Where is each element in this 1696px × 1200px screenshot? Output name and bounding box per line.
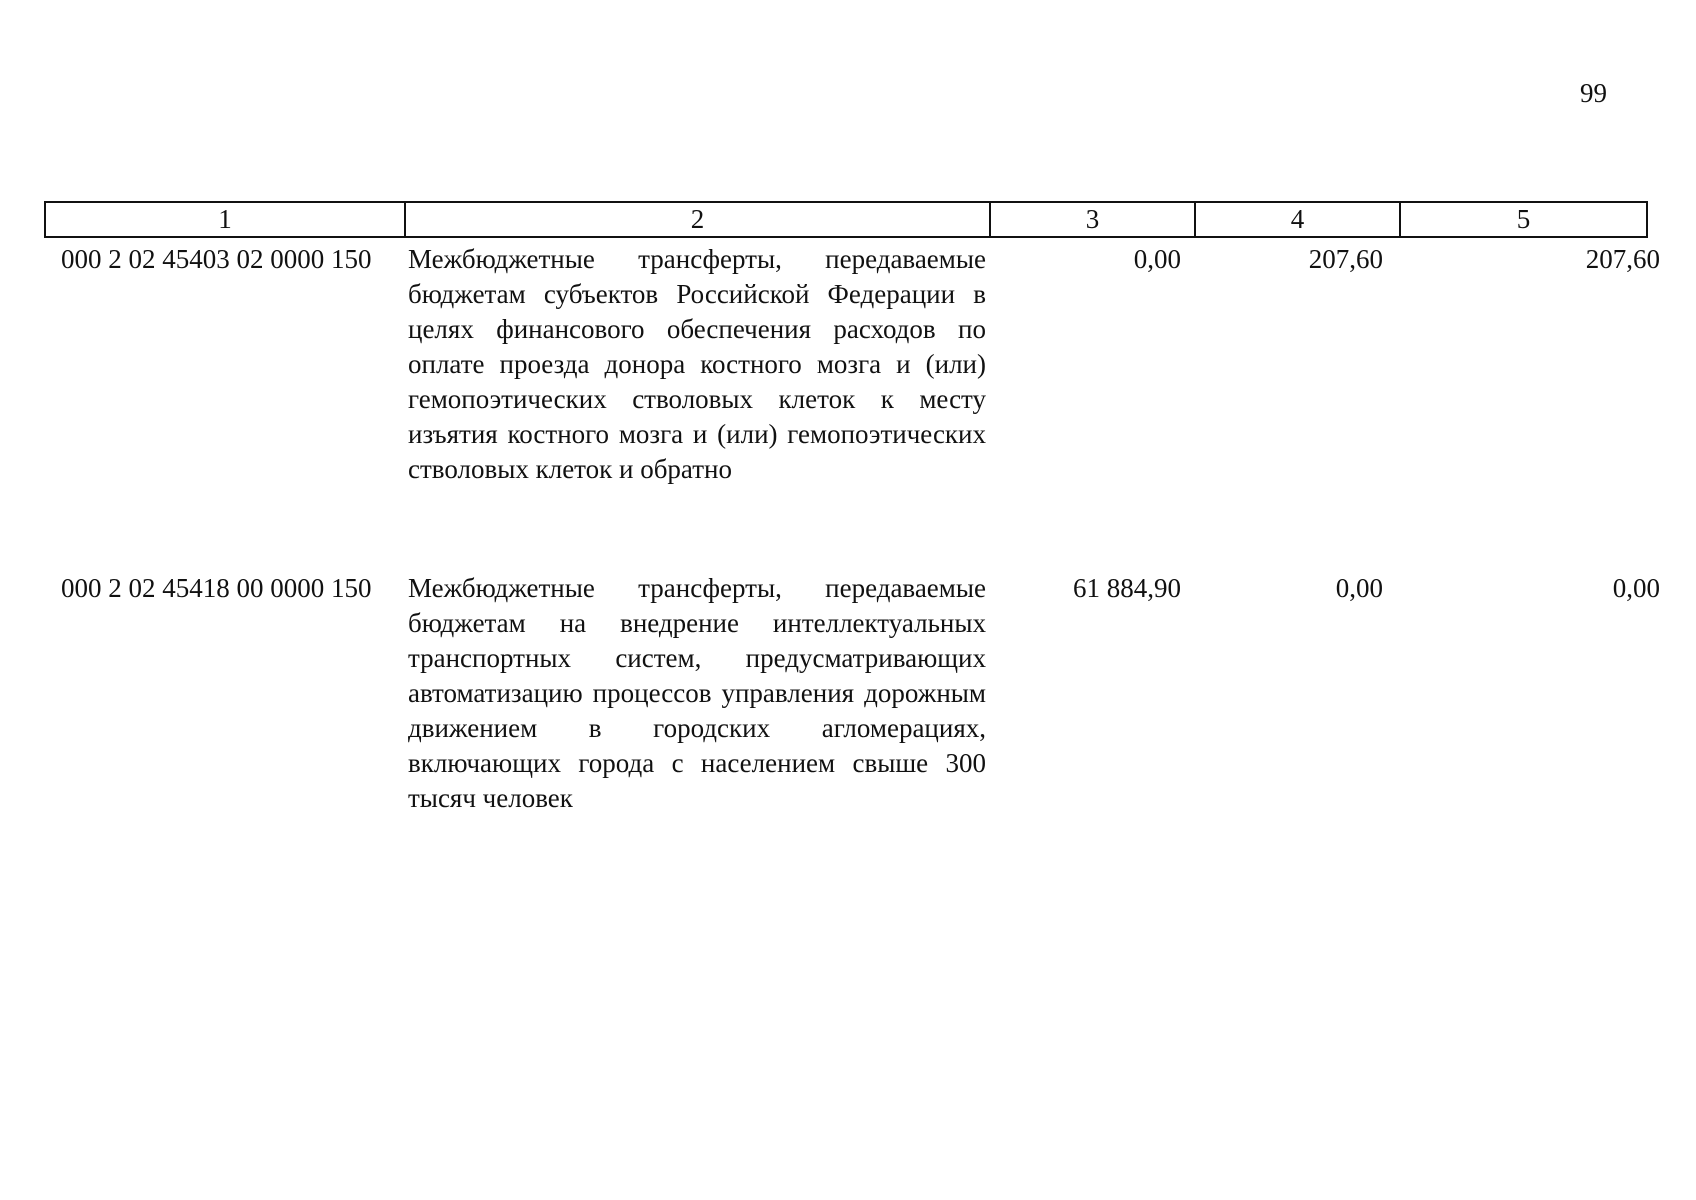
value-col-5: 0,00 — [1612, 573, 1660, 603]
value-col-4: 0,00 — [1335, 573, 1383, 603]
header-row — [45, 202, 1647, 237]
value-col-3: 0,00 — [1133, 244, 1181, 274]
header-col-2: 2 — [405, 202, 990, 237]
column-number-header — [44, 201, 1648, 238]
row-description: Межбюджетные трансферты, передаваемые бюджетам субъектов Российской Федерации в целях финансового обеспечения расходов по оплате проезда донора костного мозга и (или) гемопоэтических стволовых клеток к месту изъятия костного мозга и (или) гемопоэтических стволовых клеток и обратно — [408, 244, 986, 484]
budget-code: 000 2 02 45403 02 0000 150 — [61, 244, 372, 274]
value-col-4: 207,60 — [1308, 244, 1383, 274]
page-number: 99 — [1580, 78, 1607, 108]
value-col-3: 61 884,90 — [1073, 573, 1181, 603]
header-col-4: 4 — [1195, 202, 1400, 237]
row-description: Межбюджетные трансферты, передаваемые бюджетам на внедрение интеллектуальных транспортных систем, предусматривающих автоматизацию процессов управления дорожным движением в городских агломерациях, включающих города с населением свыше 300 тысяч человек — [408, 573, 986, 813]
header-col-1: 1 — [45, 202, 405, 237]
value-col-5: 207,60 — [1585, 244, 1660, 274]
budget-code: 000 2 02 45418 00 0000 150 — [61, 573, 372, 603]
header-col-3: 3 — [990, 202, 1195, 237]
header-col-5: 5 — [1400, 202, 1647, 237]
